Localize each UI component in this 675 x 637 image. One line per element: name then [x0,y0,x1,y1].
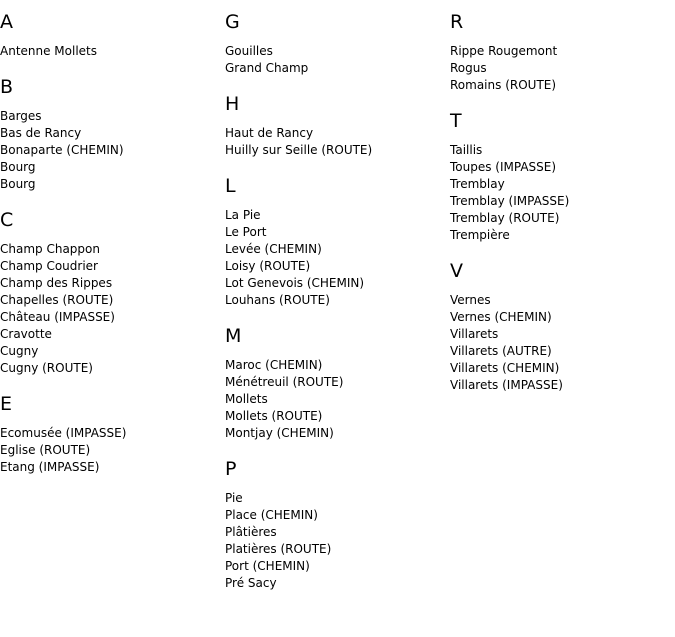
street-list-item: Pré Sacy [225,576,277,590]
section-letter-heading: B [0,76,14,98]
street-list-item: Cugny (ROUTE) [0,361,93,375]
street-list-item: Chapelles (ROUTE) [0,293,114,307]
street-list-item: Eglise (ROUTE) [0,443,91,457]
street-list-item: Haut de Rancy [225,126,314,140]
street-list-item: Mollets (ROUTE) [225,409,323,423]
letter-section [225,457,445,592]
street-list-item: Rogus [450,61,487,75]
street-list-item: Loisy (ROUTE) [225,259,311,273]
street-list-item: Cugny [0,344,39,358]
street-list-item: Levée (CHEMIN) [225,242,322,256]
street-list-item: Place (CHEMIN) [225,508,318,522]
street-list [225,207,445,309]
street-list-item: Champ des Rippes [0,276,113,290]
street-list-item: Champ Coudrier [0,259,98,273]
street-list-item: Vernes [450,293,491,307]
street-list [0,108,220,193]
index-column [0,10,220,491]
section-letter-heading: A [0,11,13,33]
street-list-item: Villarets (AUTRE) [450,344,552,358]
letter-section [450,10,670,94]
street-list-item: Le Port [225,225,267,239]
street-list-item: Ecomusée (IMPASSE) [0,426,127,440]
street-list-item: Bonaparte (CHEMIN) [0,143,124,157]
street-list-item: Tremblay (ROUTE) [450,211,560,225]
letter-section [225,10,445,77]
street-list-item: Villarets (CHEMIN) [450,361,560,375]
street-list-item: Gouilles [225,44,273,58]
letter-section [0,10,220,60]
section-letter-heading: C [0,209,14,231]
section-letter-heading: H [225,93,240,115]
section-letter-heading: V [450,260,463,282]
letter-section [0,392,220,476]
letter-section [450,109,670,244]
street-list-item: Maroc (CHEMIN) [225,358,323,372]
street-list-item: Tremblay (IMPASSE) [450,194,570,208]
street-list-item: Taillis [450,143,483,157]
section-letter-heading: M [225,325,242,347]
index-column [450,10,670,409]
section-letter-heading: E [0,393,13,415]
street-list-item: La Pie [225,208,261,222]
street-list-item: Cravotte [0,327,52,341]
letter-section [225,324,445,442]
street-list [0,425,220,476]
letter-section [0,75,220,193]
street-list-item: Plâtières [225,525,277,539]
street-list-item: Etang (IMPASSE) [0,460,100,474]
street-list [225,490,445,592]
street-list [450,142,670,244]
section-letter-heading: R [450,11,464,33]
section-letter-heading: G [225,11,240,33]
street-list-item: Mollets [225,392,268,406]
street-list-item: Louhans (ROUTE) [225,293,330,307]
street-list-item: Antenne Mollets [0,44,98,58]
letter-section [225,92,445,159]
letter-section [0,208,220,377]
street-list-item: Bourg [0,177,36,191]
street-list-item: Bas de Rancy [0,126,82,140]
street-list-item: Huilly sur Seille (ROUTE) [225,143,373,157]
street-list-item: Barges [0,109,42,123]
street-list-item: Montjay (CHEMIN) [225,426,334,440]
letter-section [225,174,445,309]
street-list [225,43,445,77]
street-list-item: Grand Champ [225,61,309,75]
street-list-item: Port (CHEMIN) [225,559,310,573]
street-list [450,292,670,394]
street-list-item: Villarets (IMPASSE) [450,378,563,392]
section-letter-heading: L [225,175,236,197]
section-letter-heading: T [450,110,462,132]
index-column [225,10,445,607]
street-list [225,357,445,442]
street-list [0,241,220,377]
street-list [450,43,670,94]
section-letter-heading: P [225,458,237,480]
street-list-item: Villarets [450,327,499,341]
street-list-item: Lot Genevois (CHEMIN) [225,276,365,290]
street-list-item: Platières (ROUTE) [225,542,332,556]
street-list-item: Rippe Rougemont [450,44,558,58]
street-list [225,125,445,159]
street-list-item: Bourg [0,160,36,174]
street-list-item: Ménétreuil (ROUTE) [225,375,344,389]
street-list-item: Champ Chappon [0,242,100,256]
letter-section [450,259,670,394]
street-list-item: Vernes (CHEMIN) [450,310,552,324]
street-list-item: Romains (ROUTE) [450,78,557,92]
street-list-item: Pie [225,491,243,505]
street-list [0,43,220,60]
street-list-item: Château (IMPASSE) [0,310,115,324]
street-list-item: Tremblay [450,177,505,191]
street-list-item: Toupes (IMPASSE) [450,160,557,174]
street-list-item: Trempière [450,228,510,242]
